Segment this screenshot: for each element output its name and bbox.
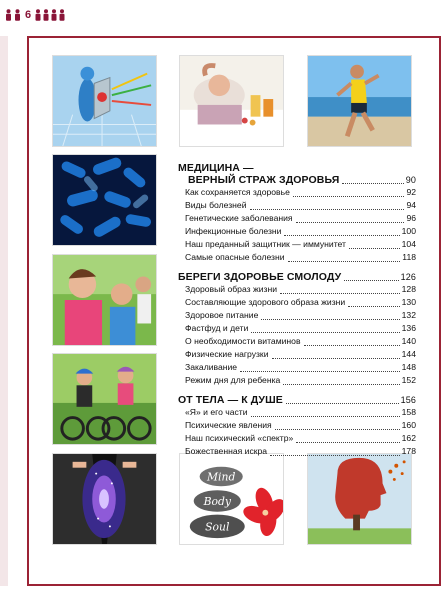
toc-entry-page: 104 <box>401 239 416 249</box>
toc-section-page: 90 <box>405 175 416 185</box>
leader-dots <box>240 371 400 372</box>
leader-dots <box>293 196 405 197</box>
people-icons-left <box>4 9 22 21</box>
leader-dots <box>251 332 399 333</box>
toc-entry-page: 96 <box>406 213 416 223</box>
toc-entry-title: «Я» и его части <box>185 407 248 417</box>
stone-word-soul: Soul <box>205 520 230 534</box>
toc-entry-title: Здоровое питание <box>185 310 259 320</box>
toc-entry[interactable] <box>178 335 416 348</box>
page-number: 6 <box>25 9 32 21</box>
person-icon <box>50 9 58 21</box>
tree-head-image <box>307 453 412 545</box>
toc-entry-page: 132 <box>401 310 416 320</box>
toc-entry[interactable] <box>178 406 416 419</box>
toc-entry-page: 94 <box>406 200 416 210</box>
toc-entry[interactable] <box>178 419 416 432</box>
healthy-children-image <box>52 254 157 346</box>
toc-entry[interactable] <box>178 374 416 387</box>
page-header <box>4 6 66 24</box>
person-icon <box>58 9 66 21</box>
leader-dots <box>349 248 400 249</box>
toc-entry-title: О необходимости витаминов <box>185 336 301 346</box>
leader-dots <box>344 280 398 281</box>
leader-dots <box>280 293 400 294</box>
person-icon <box>42 9 50 21</box>
leader-dots <box>348 306 399 307</box>
toc-section-title-line2: ВЕРНЫЙ СТРАЖ ЗДОРОВЬЯ <box>188 174 340 186</box>
toc-entry[interactable] <box>178 322 416 335</box>
toc-entry[interactable] <box>178 445 416 458</box>
toc-entry-title: Закаливание <box>185 362 238 372</box>
toc-entry-page: 178 <box>401 446 416 456</box>
toc-entry-page: 92 <box>406 187 416 197</box>
toc-entry[interactable] <box>178 348 416 361</box>
toc-section-title-row <box>178 271 416 283</box>
person-icon <box>13 9 22 21</box>
person-icon <box>34 9 42 21</box>
toc-section-title: ОТ ТЕЛА — К ДУШЕ <box>178 394 283 406</box>
toc-section-title: БЕРЕГИ ЗДОРОВЬЕ СМОЛОДУ <box>178 271 342 283</box>
person-icon <box>4 9 13 21</box>
toc-entry-title: Как сохраняется здоровье <box>185 187 290 197</box>
toc-entry[interactable] <box>178 283 416 296</box>
toc-entry-title: Фастфуд и дети <box>185 323 249 333</box>
toc-section-title-line1: МЕДИЦИНА — <box>178 162 254 174</box>
stone-word-body: Body <box>203 494 231 508</box>
leader-dots <box>284 235 399 236</box>
toc-entry[interactable] <box>178 432 416 445</box>
leader-dots <box>275 429 400 430</box>
leader-dots <box>296 222 405 223</box>
leader-dots <box>283 384 399 385</box>
galaxy-chest-image <box>52 453 157 545</box>
toc-entry[interactable] <box>178 296 416 309</box>
toc-entry[interactable] <box>178 361 416 374</box>
toc-entry[interactable] <box>178 309 416 322</box>
toc-entry[interactable] <box>178 225 416 238</box>
toc-entry-page: 118 <box>402 252 416 262</box>
toc-entry-title: Божественная искра <box>185 446 268 456</box>
toc-section-page: 126 <box>400 272 416 282</box>
leader-dots <box>270 455 400 456</box>
toc-entry-title: Самые опасные болезни <box>185 252 285 262</box>
toc-entry-page: 140 <box>401 336 416 346</box>
toc-entry-title: Физические нагрузки <box>185 349 269 359</box>
toc-entry-title: Наш психический «спектр» <box>185 433 294 443</box>
leader-dots <box>288 261 401 262</box>
toc-section-title-row <box>178 394 416 406</box>
leader-dots <box>251 416 400 417</box>
toc-entry-page: 162 <box>401 433 416 443</box>
leader-dots <box>304 345 400 346</box>
table-of-contents <box>178 162 416 465</box>
bacteria-image <box>52 154 157 246</box>
immune-shield-image <box>52 55 157 147</box>
toc-entry-page: 128 <box>401 284 416 294</box>
toc-entry-title: Генетические заболевания <box>185 213 293 223</box>
runner-image <box>307 55 412 147</box>
toc-entry-title: Здоровый образ жизни <box>185 284 278 294</box>
toc-entry-title: Наш преданный защитник — иммунитет <box>185 239 346 249</box>
toc-entry-title: Режим дня для ребенка <box>185 375 281 385</box>
leader-dots <box>286 403 399 404</box>
toc-entry-page: 100 <box>401 226 416 236</box>
toc-entry[interactable] <box>178 199 416 212</box>
toc-entry-page: 136 <box>401 323 416 333</box>
toc-section-page: 156 <box>400 395 416 405</box>
toc-entry-title: Инфекционные болезни <box>185 226 282 236</box>
toc-entry[interactable] <box>178 238 416 251</box>
leader-dots <box>250 209 405 210</box>
toc-entry-page: 152 <box>401 375 416 385</box>
toc-entry-title: Виды болезней <box>185 200 247 210</box>
left-edge-bar <box>0 36 8 586</box>
toc-entry-page: 130 <box>401 297 416 307</box>
people-icons-right <box>34 9 66 21</box>
cycling-kids-image <box>52 353 157 445</box>
toc-entry-page: 144 <box>401 349 416 359</box>
toc-entry-title: Психические явления <box>185 420 272 430</box>
toc-entry[interactable] <box>178 251 416 264</box>
leader-dots <box>296 442 399 443</box>
toc-entry-page: 158 <box>401 407 416 417</box>
toc-entry[interactable] <box>178 186 416 199</box>
toc-entry-page: 160 <box>401 420 416 430</box>
toc-entry-page: 148 <box>401 362 416 372</box>
toc-entry[interactable] <box>178 212 416 225</box>
toc-section-title-row <box>178 174 416 186</box>
toc-section-young-health <box>178 271 416 387</box>
toc-entry-title: Составляющие здорового образа жизни <box>185 297 346 307</box>
leader-dots <box>261 319 399 320</box>
toc-section-title <box>178 162 416 174</box>
toc-section-body-to-soul <box>178 394 416 458</box>
toc-section-medicine <box>178 162 416 264</box>
leader-dots <box>272 358 400 359</box>
mind-body-soul-stones-image <box>179 453 284 545</box>
sick-person-image <box>179 55 284 147</box>
leader-dots <box>342 183 403 184</box>
stone-word-mind: Mind <box>207 470 236 484</box>
